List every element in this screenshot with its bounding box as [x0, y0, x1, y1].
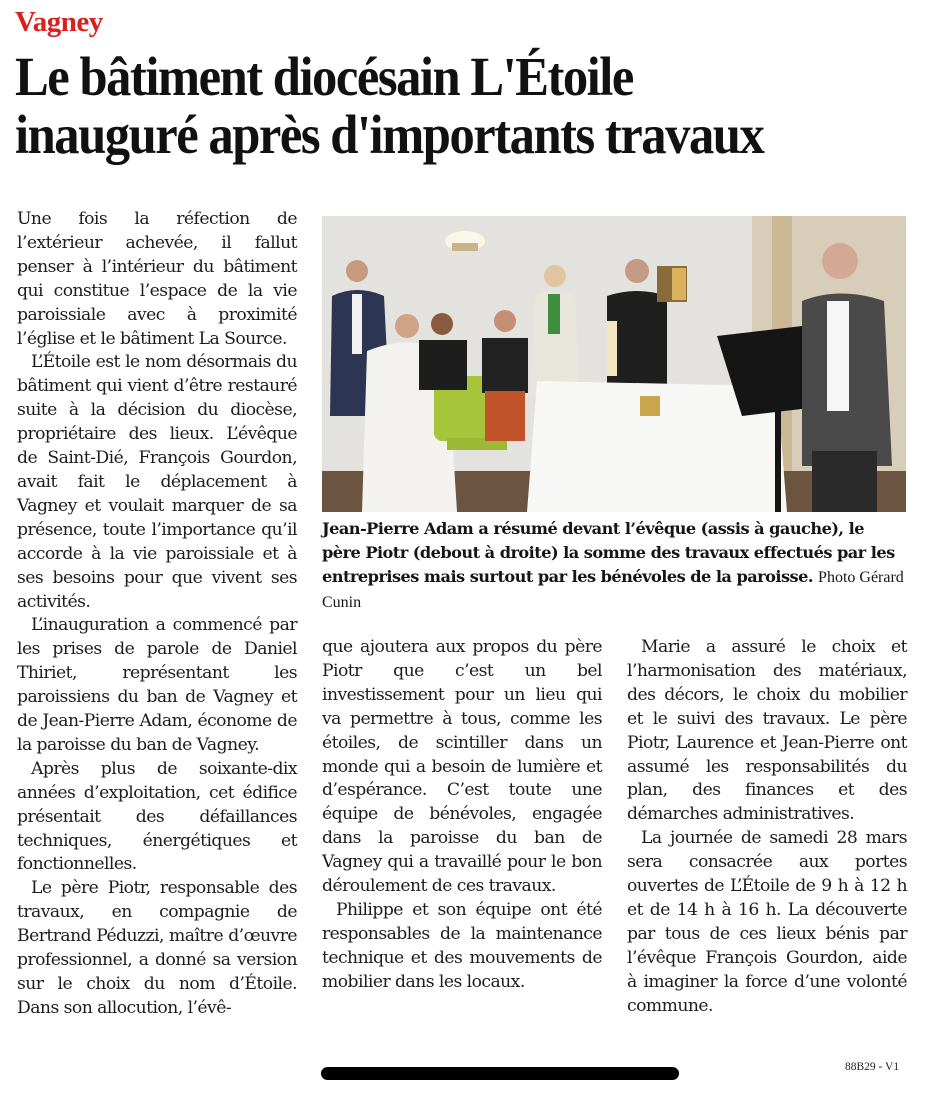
article-kicker: Vagney [15, 6, 103, 38]
paragraph: La journée de samedi 28 mars sera consacrée aux portes ouvertes de L’Étoile de 9 h à 12 h et de 14 h à 16 h. La découverte par tous de ces lieux bénis par l’évêque François Gourdon, aide à imaginer la force d’une volonté commune. [627, 828, 907, 1016]
article-photo [322, 216, 906, 512]
horizontal-scrollbar[interactable] [321, 1067, 679, 1080]
paragraph: que ajoutera aux propos du père Piotr que c’est un bel investissement pour un lieu qui va permettre à tous, comme les étoiles, de scintiller dans un monde qui a besoin de lumière et d’espérance. C’est toute une équipe de bénévoles, engagée dans la paroisse du ban de Vagney qui a travaillé pour le bon déroulement de ces travaux. [322, 637, 602, 897]
article-headline [15, 48, 861, 164]
article-column-3 [627, 636, 907, 1019]
photo-credit: Photo Gérard Cunin [322, 569, 904, 611]
paragraph: Après plus de soixante-dix années d’exploitation, cet édifice présentait des défaillances techniques, énergétiques et fonctionnelles. [17, 758, 297, 875]
paragraph: Le père Piotr, responsable des travaux, en compagnie de Bertrand Péduzzi, maître d’œuvre professionnel, a donné sa version sur le choix du nom d’Étoile. Dans son allocution, l’évê- [17, 878, 297, 1018]
paragraph: L’inauguration a commencé par les prises de parole de Daniel Thiriet, représentant les paroissiens du ban de Vagney et de Jean-Pierre Adam, économe de la paroisse du ban de Vagney. [17, 615, 297, 755]
paragraph: Une fois la réfection de l’extérieur achevée, il fallut penser à l’intérieur du bâtiment qui constitue l’espace de la vie paroissiale avec à proximité l’église et le bâtiment La Source. [17, 209, 297, 349]
headline-line: inauguré après d'importants travaux [15, 104, 764, 165]
article-column-2 [322, 636, 602, 995]
paragraph: Philippe et son équipe ont été responsables de la maintenance technique et des mouvements de mobilier dans les locaux. [322, 899, 602, 992]
page-reference: 88B29 - V1 [845, 1061, 900, 1073]
headline-line: Le bâtiment diocésain L'Étoile [15, 46, 633, 107]
photo-icon [322, 216, 906, 512]
paragraph: Marie a assuré le choix et l’harmonisation des matériaux, des décors, le choix du mobilier et le suivi des travaux. Le père Piotr, Laurence et Jean-Pierre ont assumé les responsabilités du plan, des finances et des démarches administratives. [627, 637, 907, 825]
caption-text: Jean-Pierre Adam a résumé devant l’évêque (assis à gauche), le père Piotr (debout à droite) la somme des travaux effectués par les entreprises mais surtout par les bénévoles de la paroisse. [322, 519, 895, 586]
paragraph: L’Étoile est le nom désormais du bâtiment qui vient d’être restauré suite à la décision du diocèse, propriétaire des lieux. L’évêque de Saint-Dié, François Gourdon, avait fait le déplacement à Vagney et voulait marquer de sa présence, toute l’importance qu’il accorde à la vie paroissiale et à ses besoins pour que vivent ses activités. [17, 352, 297, 612]
photo-caption [322, 517, 907, 615]
article-column-1 [17, 208, 297, 1021]
